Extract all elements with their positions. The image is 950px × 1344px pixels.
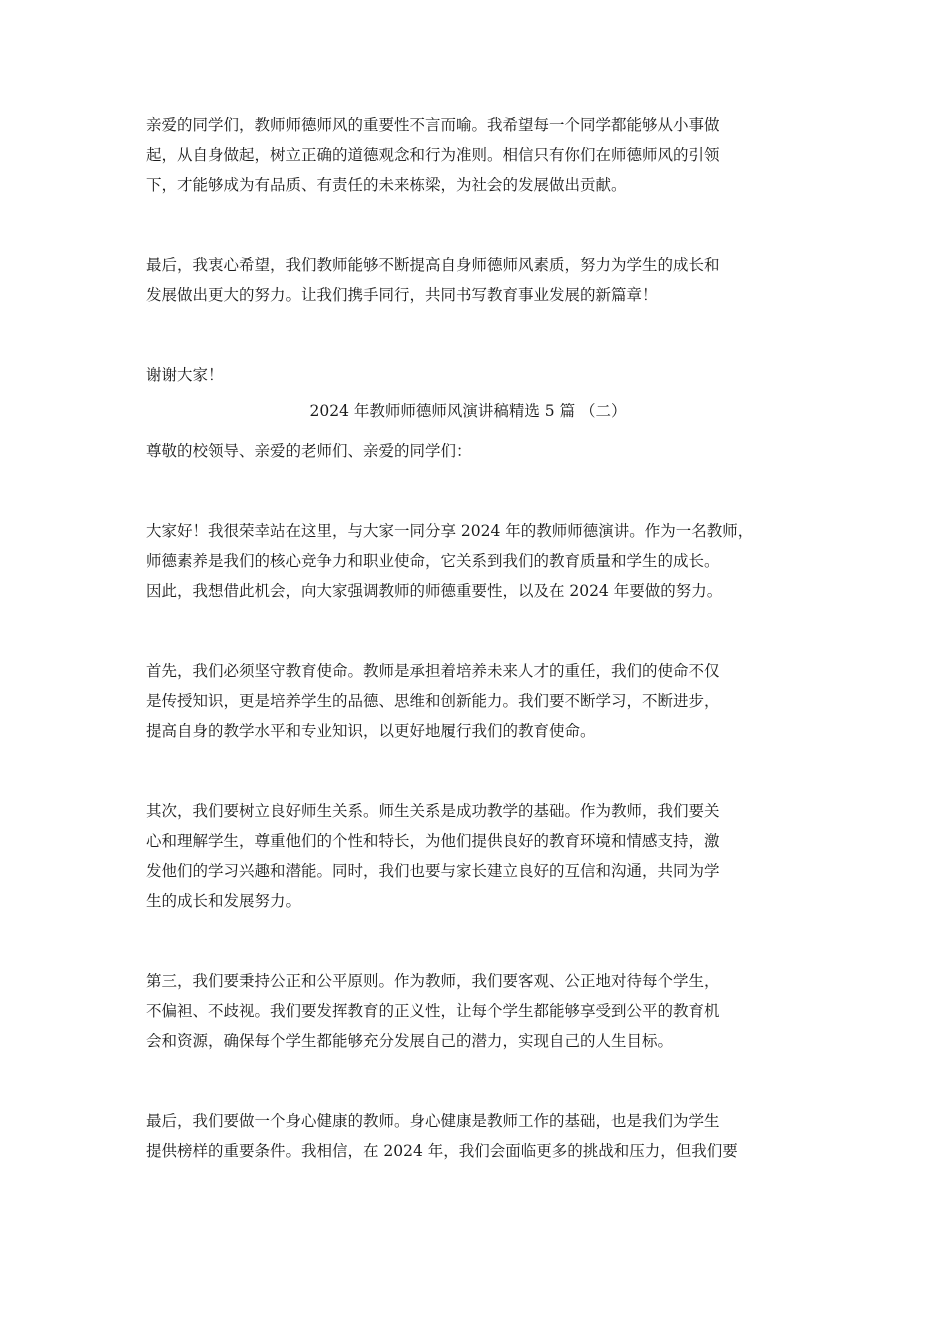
body-paragraph-2 (146, 656, 806, 746)
section-title: 2024 年教师师德师风演讲稿精选 5 篇 （二） (309, 402, 627, 420)
text-line: 尊敬的校领导、亲爱的老师们、亲爱的同学们： (146, 442, 472, 460)
intro-paragraph-1 (146, 110, 806, 200)
text-line: 大家好！我很荣幸站在这里，与大家一同分享 2024 年的教师师德演讲。作为一名教师， (146, 522, 754, 540)
body-paragraph-1 (146, 516, 806, 606)
text-line: 提供榜样的重要条件。我相信，在 2024 年，我们会面临更多的挑战和压力，但我们要 (146, 1142, 738, 1160)
paragraph-gap (146, 916, 806, 966)
text-line: 不偏袒、不歧视。我们要发挥教育的正义性，让每个学生都能够享受到公平的教育机 (146, 1002, 720, 1020)
paragraph-gap (146, 606, 806, 656)
body-paragraph-5 (146, 1106, 806, 1166)
text-line: 心和理解学生，尊重他们的个性和特长，为他们提供良好的教育环境和情感支持，激 (146, 832, 720, 850)
text-line: 因此，我想借此机会，向大家强调教师的师德重要性，以及在 2024 年要做的努力。 (146, 582, 723, 600)
text-line: 师德素养是我们的核心竞争力和职业使命，它关系到我们的教育质量和学生的成长。 (146, 552, 720, 570)
closing-thanks (146, 360, 806, 390)
body-paragraph-3 (146, 796, 806, 916)
text-line: 生的成长和发展努力。 (146, 892, 302, 910)
body-paragraph-4 (146, 966, 806, 1056)
text-line: 第三，我们要秉持公正和公平原则。作为教师，我们要客观、公正地对待每个学生， (146, 972, 720, 990)
text-line: 最后，我们要做一个身心健康的教师。身心健康是教师工作的基础，也是我们为学生 (146, 1112, 720, 1130)
text-line: 最后，我衷心希望，我们教师能够不断提高自身师德师风素质，努力为学生的成长和 (146, 256, 720, 274)
paragraph-gap (146, 746, 806, 796)
text-line: 会和资源，确保每个学生都能够充分发展自己的潜力，实现自己的人生目标。 (146, 1032, 674, 1050)
text-line: 首先，我们必须坚守教育使命。教师是承担着培养未来人才的重任，我们的使命不仅 (146, 662, 720, 680)
paragraph-gap (146, 200, 806, 250)
paragraph-gap (146, 310, 806, 360)
text-line: 提高自身的教学水平和专业知识，以更好地履行我们的教育使命。 (146, 722, 596, 740)
paragraph-gap (146, 466, 806, 516)
text-line: 下，才能够成为有品质、有责任的未来栋梁，为社会的发展做出贡献。 (146, 176, 627, 194)
paragraph-gap (146, 426, 806, 436)
text-line: 是传授知识，更是培养学生的品德、思维和创新能力。我们要不断学习，不断进步， (146, 692, 720, 710)
paragraph-gap (146, 1056, 806, 1106)
text-line: 发展做出更大的努力。让我们携手同行，共同书写教育事业发展的新篇章！ (146, 286, 658, 304)
intro-paragraph-2 (146, 250, 806, 310)
document-page (146, 110, 806, 1166)
text-line: 其次，我们要树立良好师生关系。师生关系是成功教学的基础。作为教师，我们要关 (146, 802, 720, 820)
text-line: 发他们的学习兴趣和潜能。同时，我们也要与家长建立良好的互信和沟通，共同为学 (146, 862, 720, 880)
text-line: 起，从自身做起，树立正确的道德观念和行为准则。相信只有你们在师德师风的引领 (146, 146, 720, 164)
text-line: 亲爱的同学们，教师师德师风的重要性不言而喻。我希望每一个同学都能够从小事做 (146, 116, 720, 134)
text-line: 谢谢大家！ (146, 366, 224, 384)
salutation (146, 436, 806, 466)
